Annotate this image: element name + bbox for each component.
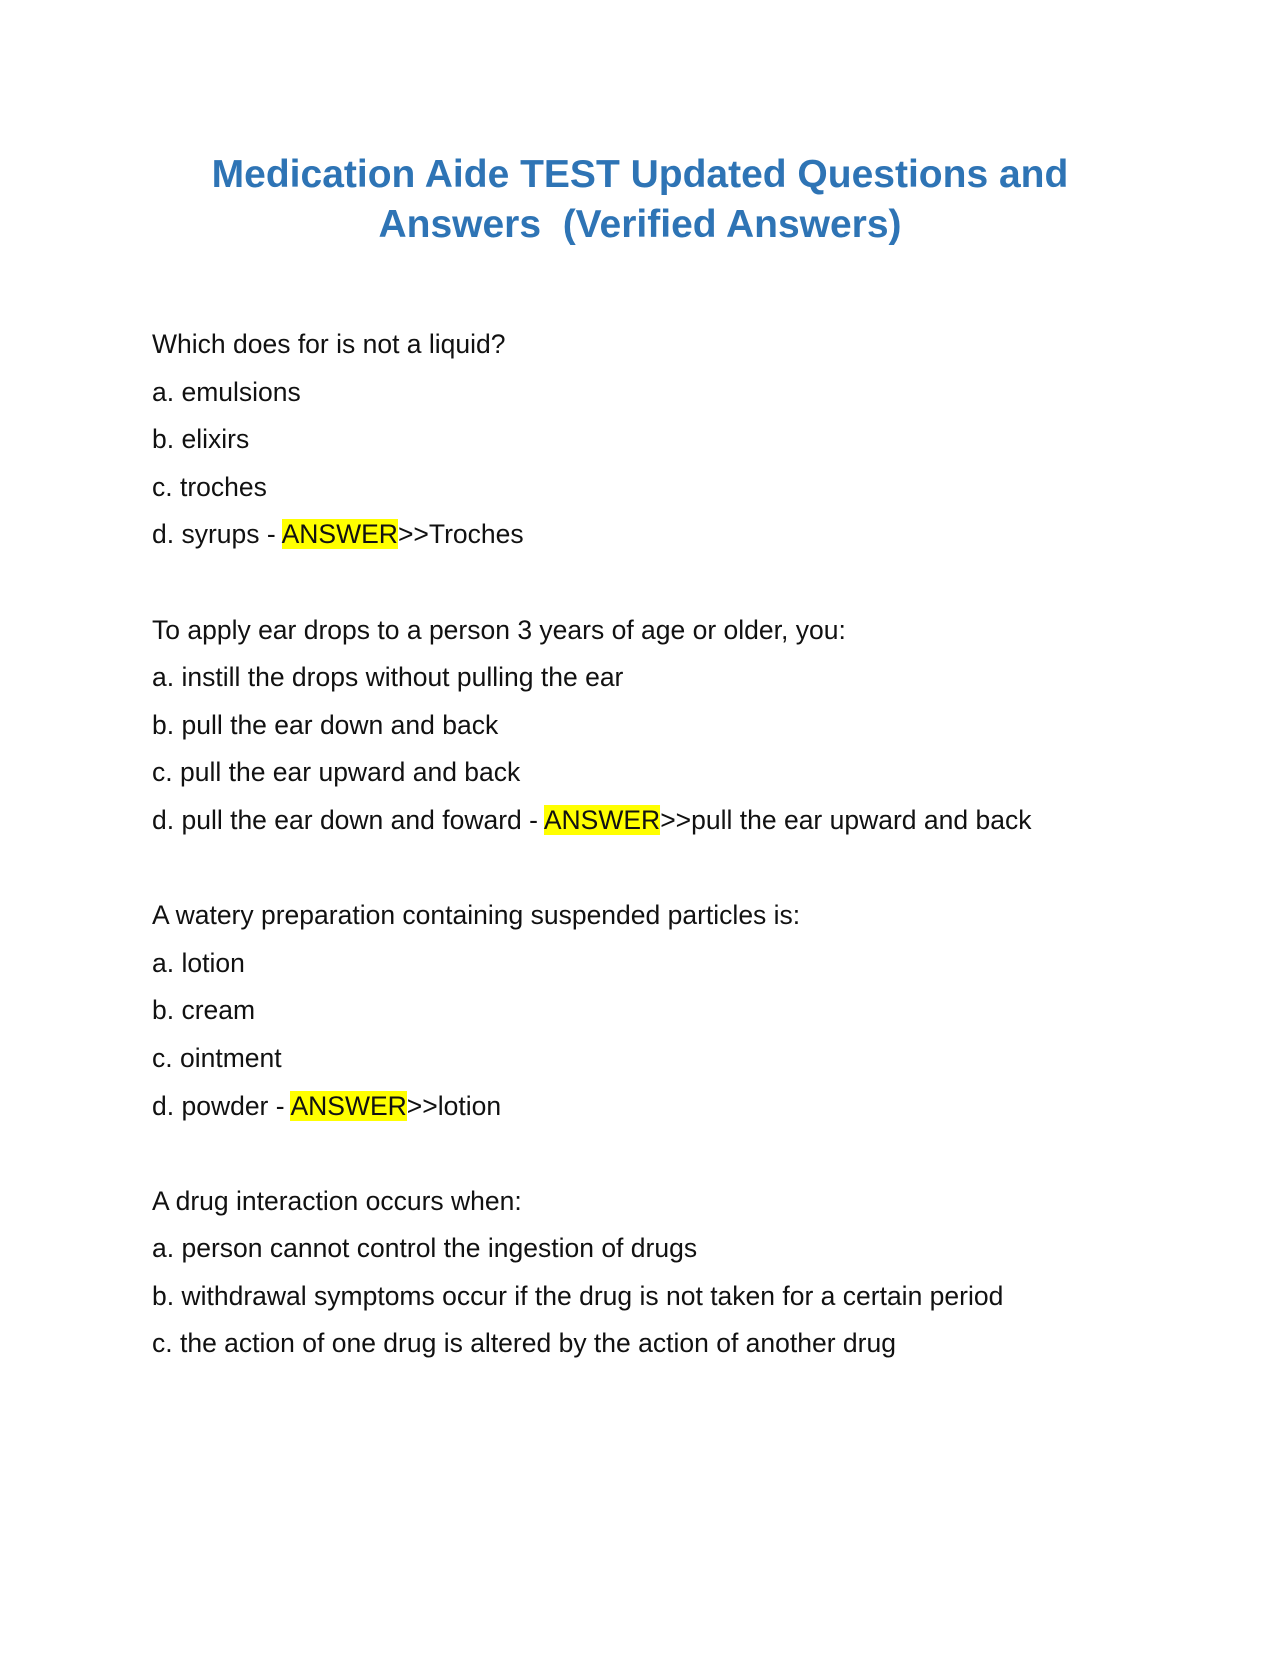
- question-text: A watery preparation containing suspended particles is:: [152, 900, 801, 931]
- option-b: b. withdrawal symptoms occur if the drug is not taken for a certain period: [152, 1280, 1004, 1311]
- option-c: c. troches: [152, 471, 267, 502]
- question-text: To apply ear drops to a person 3 years of age or older, you:: [152, 614, 846, 645]
- option-a: a. lotion: [152, 947, 245, 978]
- question-text: A drug interaction occurs when:: [152, 1185, 522, 1216]
- answer-label-highlight: ANSWER: [290, 1090, 407, 1121]
- question-block-4: [152, 1178, 1112, 1368]
- question-list: [152, 321, 1112, 1416]
- option-d: d. pull the ear down and foward -: [152, 804, 544, 835]
- answer-label-highlight: ANSWER: [543, 804, 661, 835]
- option-d: d. syrups -: [152, 519, 282, 550]
- option-b: b. cream: [152, 995, 256, 1026]
- option-a: a. emulsions: [152, 376, 301, 407]
- option-b: b. pull the ear down and back: [152, 709, 499, 740]
- question-block-3: [152, 892, 1112, 1130]
- question-text: Which does for is not a liquid?: [152, 329, 506, 359]
- answer-label-highlight: ANSWER: [281, 519, 398, 550]
- answer-text: >>Troches: [397, 519, 524, 550]
- option-b: b. elixirs: [152, 424, 250, 455]
- option-c: c. pull the ear upward and back: [152, 757, 521, 788]
- question-block-1: [152, 321, 1112, 559]
- option-d-with-answer: [152, 797, 1112, 845]
- document-title: [0, 150, 1280, 250]
- answer-text: >>pull the ear upward and back: [660, 804, 1032, 835]
- answer-text: >>lotion: [406, 1090, 502, 1121]
- option-c: c. ointment: [152, 1042, 282, 1073]
- option-d: d. powder -: [152, 1090, 291, 1121]
- option-d-with-answer: [152, 511, 1112, 559]
- title-line-1: Medication Aide TEST Updated Questions and: [211, 153, 1069, 196]
- title-line-2: Answers (Verified Answers): [378, 203, 902, 246]
- option-a: a. instill the drops without pulling the ear: [152, 662, 624, 693]
- option-c: c. the action of one drug is altered by the action of another drug: [152, 1328, 896, 1359]
- option-a: a. person cannot control the ingestion of drugs: [152, 1233, 698, 1264]
- option-d-with-answer: [152, 1083, 1112, 1131]
- question-block-2: [152, 607, 1112, 845]
